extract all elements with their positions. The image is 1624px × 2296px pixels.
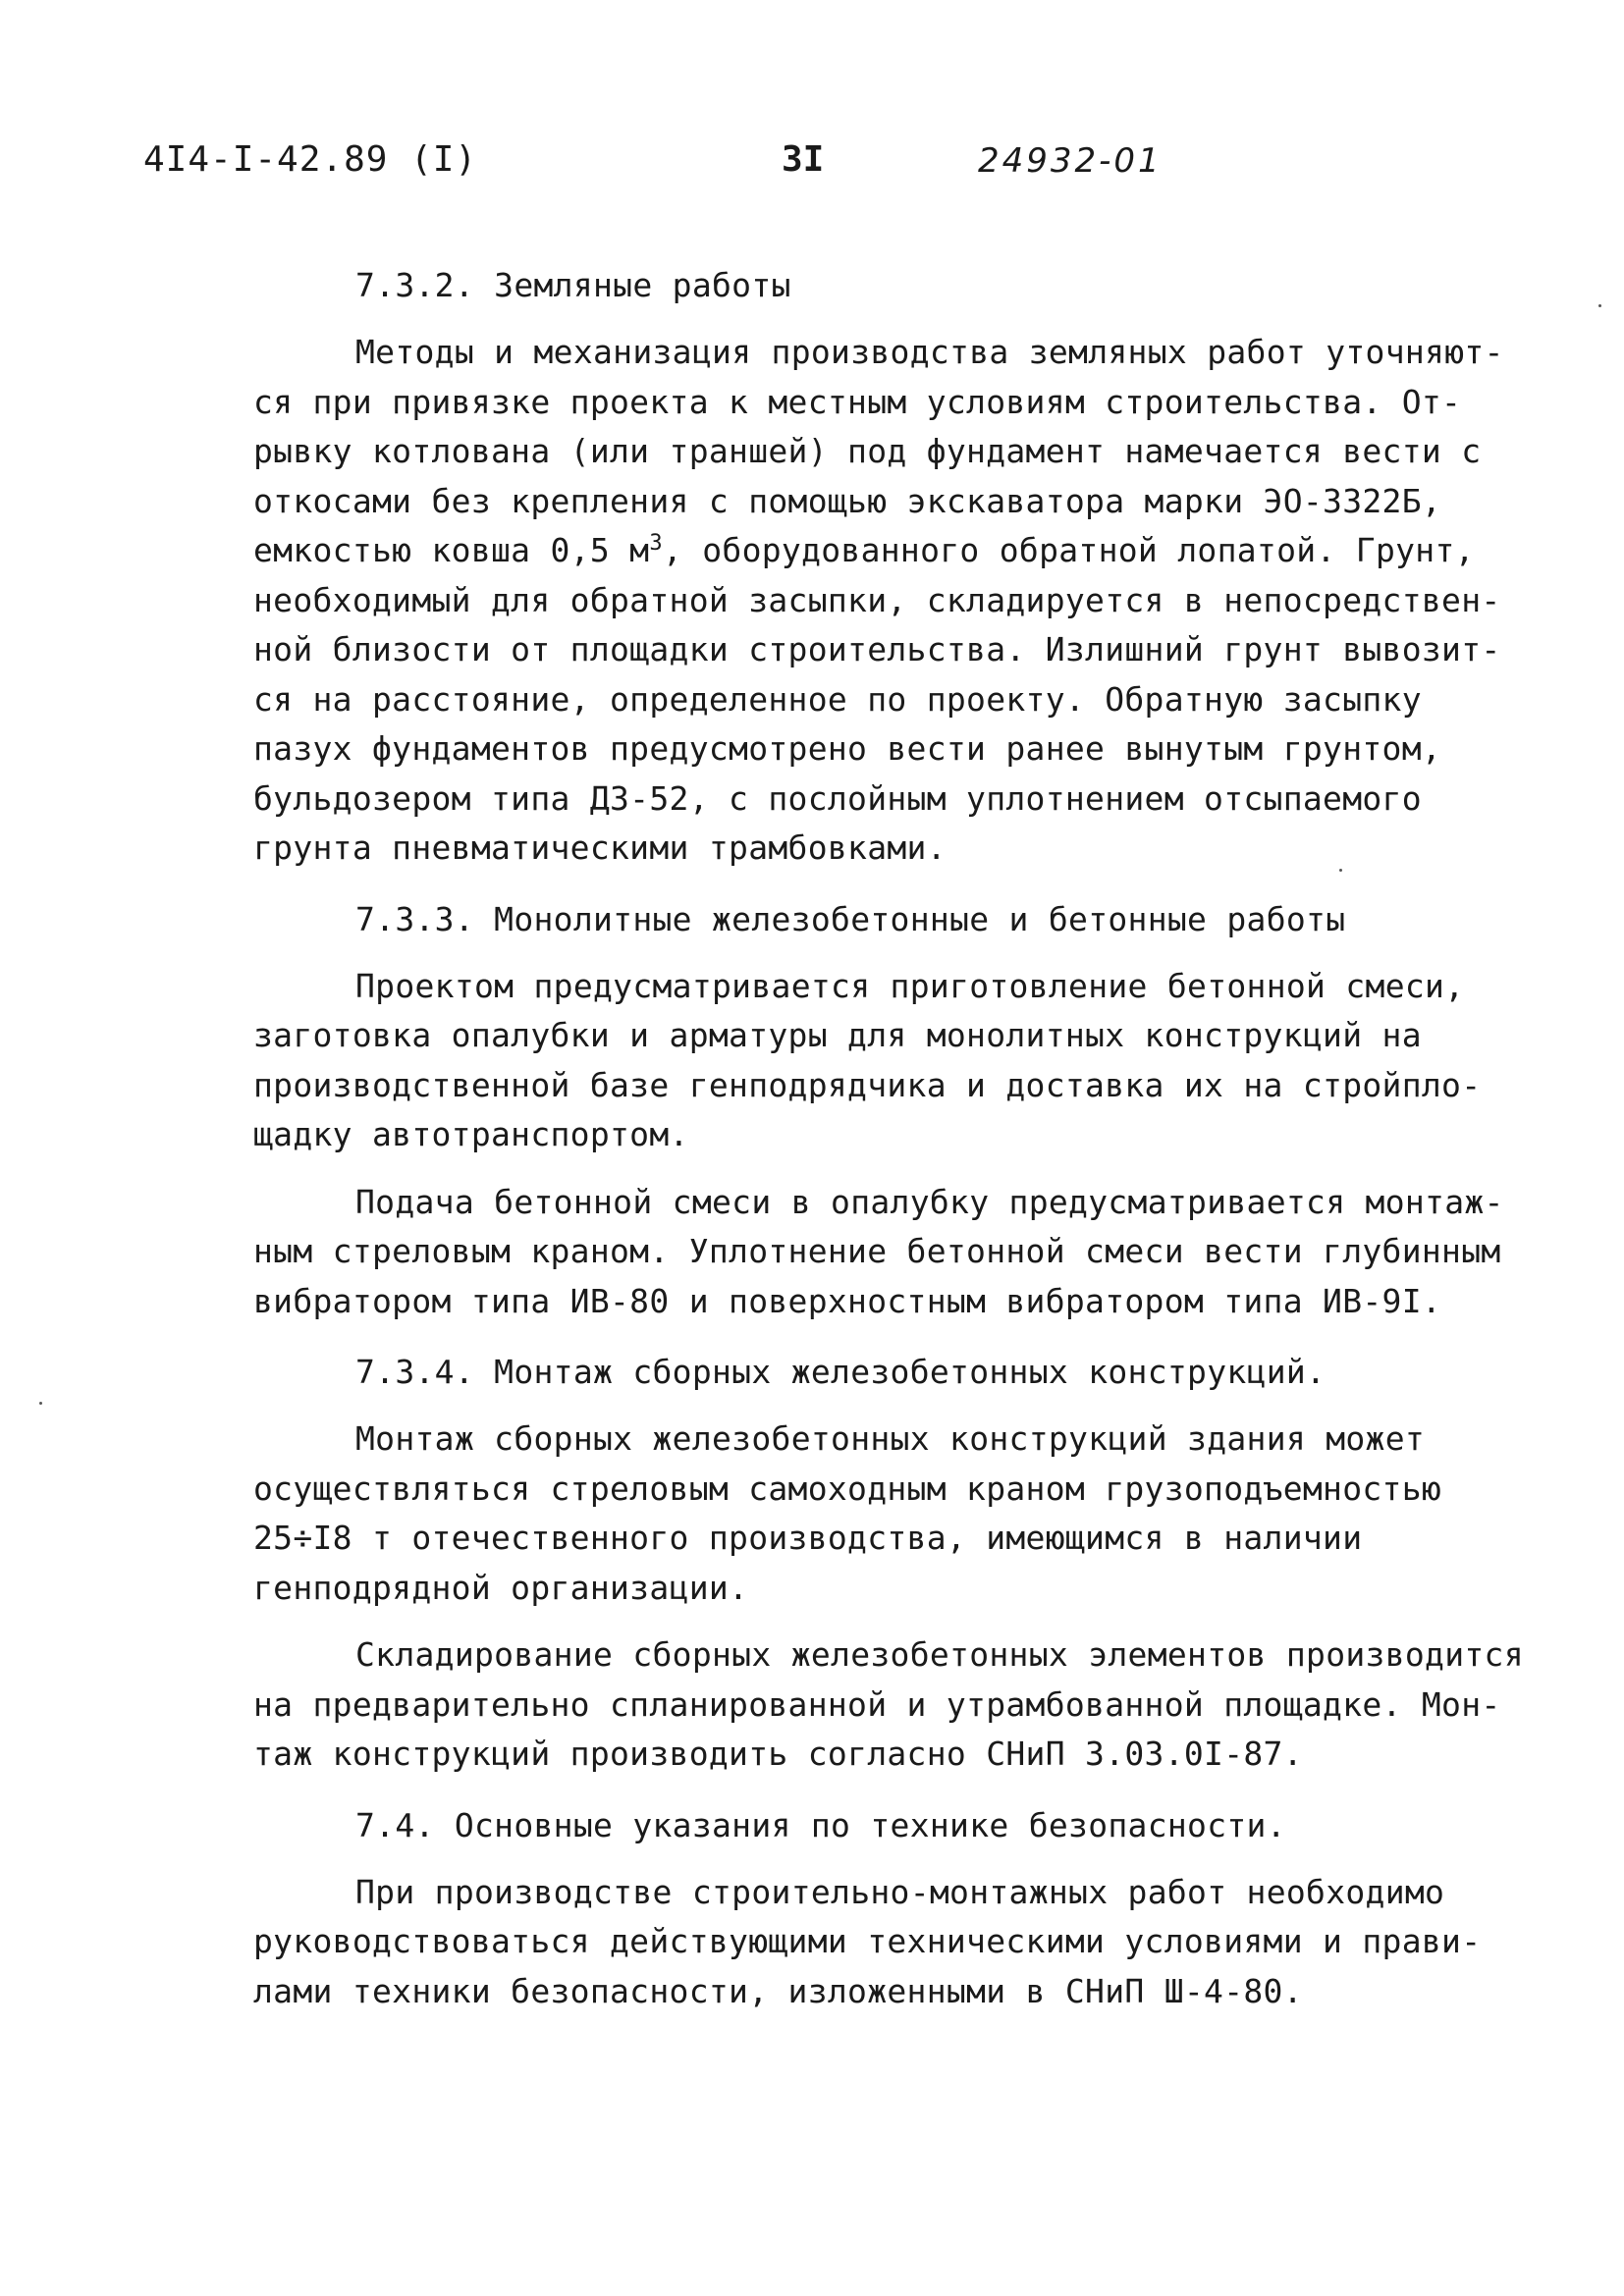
page-header bbox=[143, 139, 1498, 198]
paragraph-line: Подача бетонной смеси в опалубку предусматривается монтаж- bbox=[355, 1182, 1504, 1221]
scan-speck bbox=[1339, 869, 1342, 872]
document-code: 4I4-I-42.89 (I) bbox=[143, 139, 478, 180]
paragraph-line bbox=[253, 526, 1559, 576]
paragraph-line: Методы и механизация производства земляных работ уточняют- bbox=[355, 333, 1504, 371]
paragraph-line: грунта пневматическими трамбовками. bbox=[253, 828, 947, 867]
paragraph-line: ся на расстояние, определенное по проекту. Обратную засыпку bbox=[253, 679, 1422, 719]
document-body bbox=[253, 261, 1559, 2016]
section-7-3-4 bbox=[253, 1348, 1559, 1780]
cubic-exponent: 3 bbox=[649, 531, 663, 556]
paragraph-line: бульдозером типа ДЗ-52, с послойным уплотнением отсыпаемого bbox=[253, 778, 1422, 818]
line-text: емкостью ковша 0,5 м bbox=[253, 531, 650, 569]
page-number: 3I bbox=[782, 139, 825, 180]
paragraph-line: щадку автотранспортом. bbox=[253, 1115, 689, 1153]
paragraph-line: ным стреловым краном. Уплотнение бетонной смеси вести глубинным bbox=[253, 1232, 1501, 1270]
paragraph-line: производственной базе генподрядчика и доставка их на стройпло- bbox=[253, 1065, 1482, 1104]
paragraph-line: рывку котлована (или траншей) под фундамент намечается вести с bbox=[253, 432, 1482, 470]
section-7-3-2 bbox=[253, 261, 1559, 874]
line-text: , оборудованного обратной лопатой. Грунт, bbox=[662, 531, 1475, 569]
paragraph-line: 25÷I8 т отечественного производства, имеющимся в наличии bbox=[253, 1519, 1363, 1557]
paragraph-line: Проектом предусматривается приготовление бетонной смеси, bbox=[355, 966, 1465, 1005]
paragraph-line: Монтаж сборных железобетонных конструкций здания может bbox=[355, 1419, 1426, 1458]
paragraph-line: Складирование сборных железобетонных элементов производится bbox=[355, 1635, 1524, 1674]
paragraph-line: таж конструкций производить согласно СНиП 3.03.0I-87. bbox=[253, 1735, 1303, 1773]
paragraph-line: откосами без крепления с помощью экскаватора марки ЭО-3322Б, bbox=[253, 481, 1442, 520]
scan-speck bbox=[1598, 304, 1601, 307]
paragraph-line: пазух фундаментов предусмотрено вести ранее вынутым грунтом, bbox=[253, 729, 1442, 768]
section-7-3-3 bbox=[253, 895, 1559, 1327]
handwritten-inventory-number: 24932-01 bbox=[978, 141, 1163, 181]
paragraph-line: ной близости от площадки строительства. Излишний грунт вывозит- bbox=[253, 630, 1501, 668]
paragraph-line: лами техники безопасности, изложенными в СНиП Ш-4-80. bbox=[253, 1971, 1303, 2010]
paragraph-line: осуществляться стреловым самоходным краном грузоподъемностью bbox=[253, 1468, 1442, 1508]
section-heading: 7.3.4. Монтаж сборных железобетонных конструкций. bbox=[355, 1353, 1326, 1391]
section-7-4 bbox=[253, 1801, 1559, 2017]
paragraph-line: вибратором типа ИВ-80 и поверхностным вибратором типа ИВ-9I. bbox=[253, 1281, 1442, 1320]
paragraph-line: заготовка опалубки и арматуры для монолитных конструкций на bbox=[253, 1016, 1422, 1054]
section-heading: 7.3.2. Земляные работы bbox=[355, 266, 791, 304]
paragraph-line: необходимый для обратной засыпки, складируется в непосредствен- bbox=[253, 580, 1501, 619]
paragraph-line: генподрядной организации. bbox=[253, 1568, 749, 1607]
paragraph-line: на предварительно спланированной и утрамбованной площадке. Мон- bbox=[253, 1684, 1501, 1724]
paragraph-line: ся при привязке проекта к местным условиям строительства. От- bbox=[253, 382, 1462, 421]
section-heading: 7.3.3. Монолитные железобетонные и бетонные работы bbox=[355, 899, 1346, 938]
section-heading: 7.4. Основные указания по технике безопасности. bbox=[355, 1805, 1286, 1844]
scan-speck bbox=[39, 1402, 42, 1405]
paragraph-line: руководствоваться действующими техническими условиями и прави- bbox=[253, 1922, 1482, 1960]
paragraph-line: При производстве строительно-монтажных работ необходимо bbox=[355, 1872, 1445, 1911]
